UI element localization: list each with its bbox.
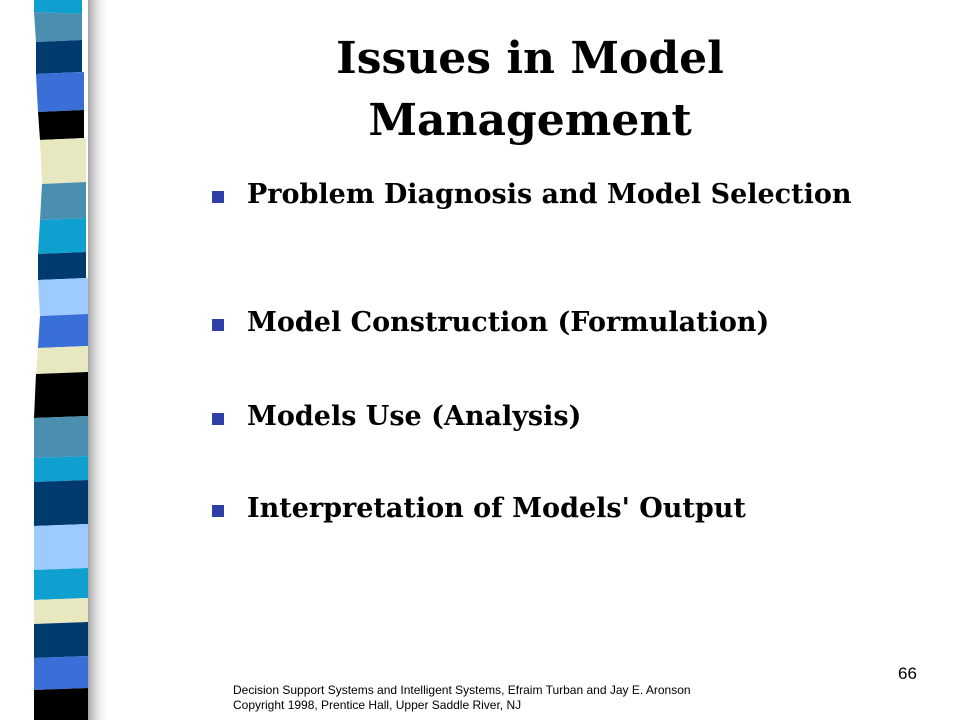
bullet-text: Models Use (Analysis)	[247, 401, 582, 432]
slide-title-line-2: Management	[368, 95, 692, 146]
square-bullet-icon	[212, 413, 224, 425]
slide-title	[180, 28, 880, 152]
footer-line-1: Decision Support Systems and Intelligent Systems, Efraim Turban and Jay E. Aronson	[233, 683, 691, 697]
decorative-sidebar	[0, 0, 110, 720]
slide-title-line-1: Issues in Model	[336, 33, 724, 84]
footer-line-2: Copyright 1998, Prentice Hall, Upper Saddle River, NJ	[233, 698, 522, 712]
bullet-text: Problem Diagnosis and Model Selection	[247, 179, 852, 210]
bullet-text: Interpretation of Models' Output	[247, 493, 746, 524]
square-bullet-icon	[212, 319, 224, 331]
square-bullet-icon	[212, 505, 224, 517]
footer-citation	[233, 683, 691, 713]
striped-bar-graphic	[0, 0, 110, 720]
square-bullet-icon	[212, 191, 224, 203]
page-number: 66	[898, 664, 917, 683]
bullet-text: Model Construction (Formulation)	[247, 307, 770, 338]
